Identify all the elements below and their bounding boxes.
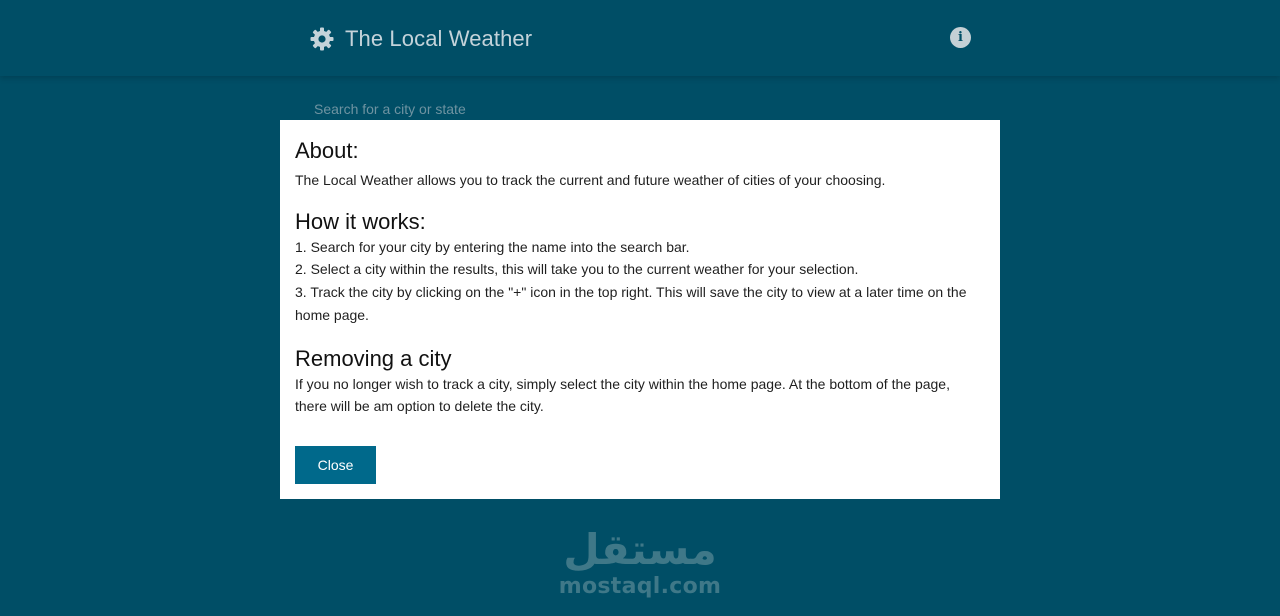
removing-city-body: If you no longer wish to track a city, simply select the city within the home page. At the bottom of the page, there will be am option to delete the city.: [295, 375, 950, 415]
watermark-arabic: مستقل: [563, 525, 717, 574]
watermark-url: mostaql.com: [558, 574, 722, 599]
about-modal: [280, 120, 1000, 499]
how-step-3: 3. Track the city by clicking on the "+" icon in the top right. This will save the city to view at a later time on the home page.: [295, 284, 967, 323]
brand[interactable]: [309, 22, 532, 56]
how-step-2: 2. Select a city within the results, this will take you to the current weather for your selection.: [295, 261, 859, 278]
removing-city-heading: Removing a city: [295, 345, 452, 371]
about-body: The Local Weather allows you to track the current and future weather of cities of your choosing.: [295, 172, 886, 188]
app-header: [0, 0, 1280, 76]
how-it-works-section: [295, 209, 985, 327]
removing-city-section: [295, 346, 985, 418]
close-button[interactable]: Close: [295, 446, 376, 484]
how-it-works-heading: How it works:: [295, 208, 426, 234]
about-heading: About:: [295, 138, 359, 163]
about-section: [295, 138, 985, 192]
app-title: The Local Weather: [345, 26, 533, 51]
gear-icon: [309, 26, 335, 52]
watermark-logo: [540, 526, 740, 608]
info-icon[interactable]: i: [950, 27, 971, 48]
how-step-1: 1. Search for your city by entering the name into the search bar.: [295, 238, 690, 255]
